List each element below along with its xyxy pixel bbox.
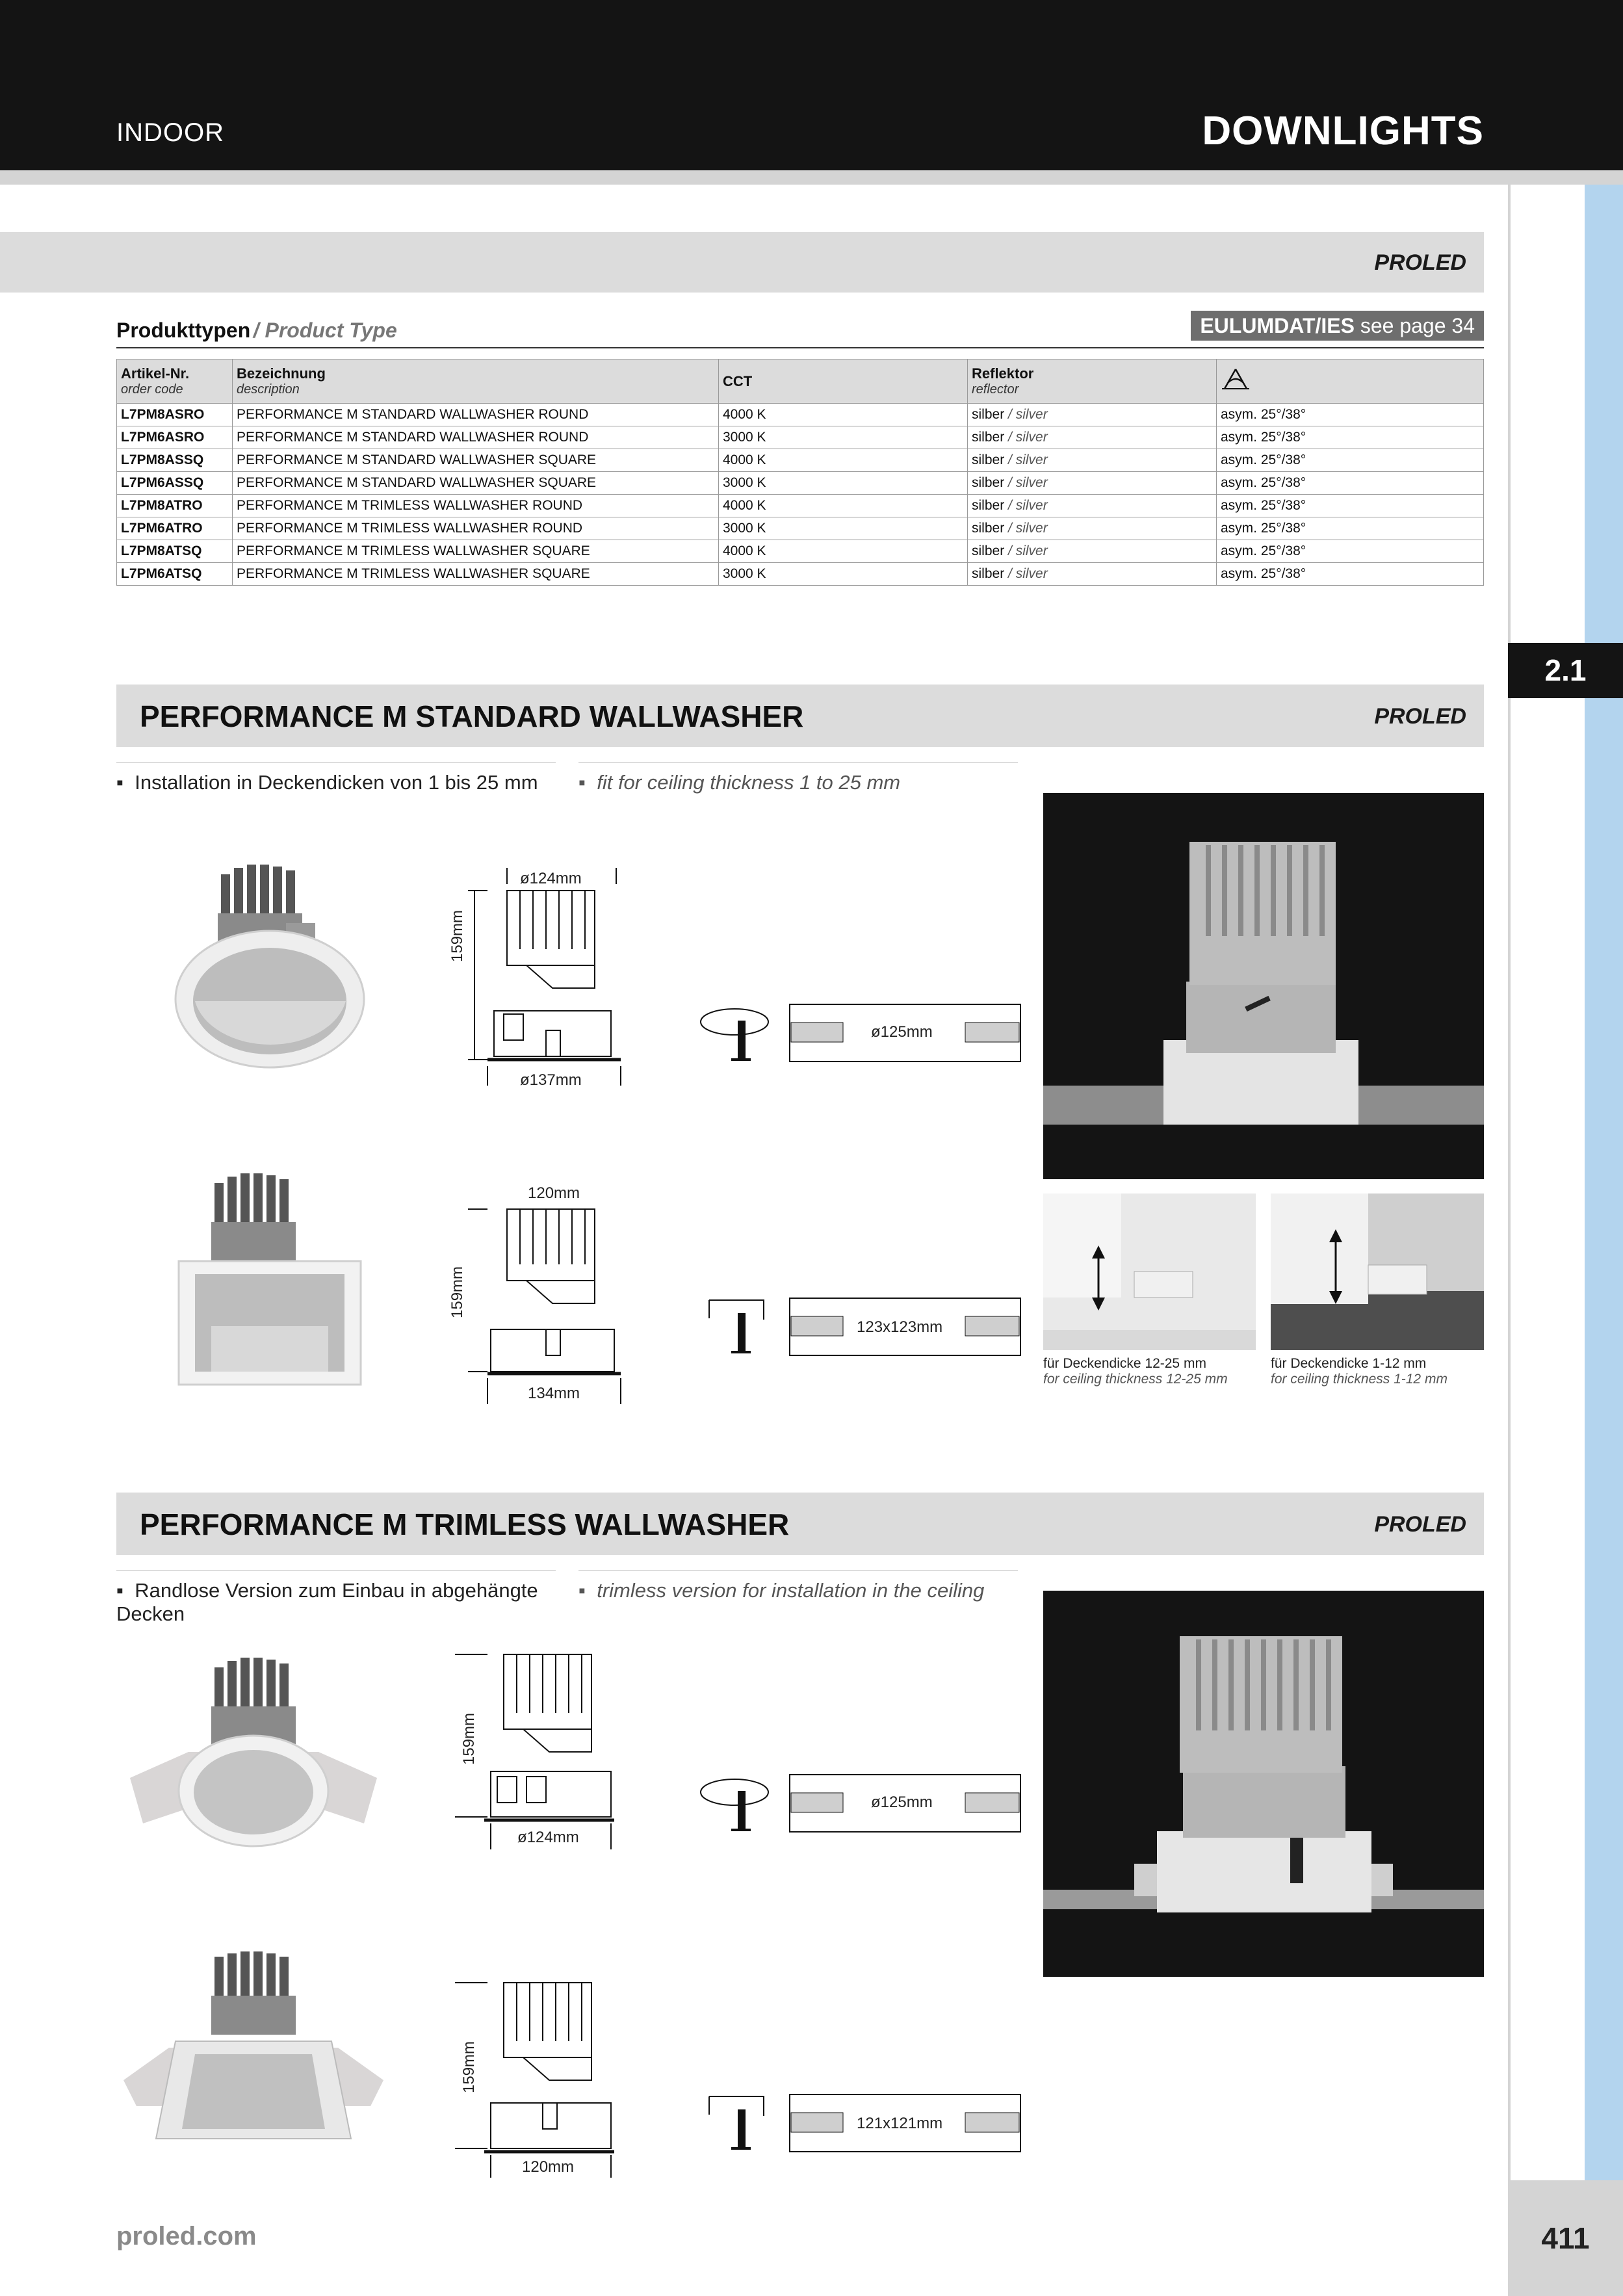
cct-cell: 3000 K (719, 472, 968, 495)
section-trimless-title: PERFORMANCE M TRIMLESS WALLWASHER (140, 1507, 790, 1541)
col-order-code: Artikel-Nr. order code (117, 359, 233, 404)
standard-square-render (166, 1170, 374, 1391)
beam-angle-cell: asym. 25°/38° (1217, 495, 1484, 517)
standard-product-photo (1043, 793, 1484, 1179)
product-table (116, 359, 1484, 586)
std-round-height-dim: 159mm (448, 909, 466, 962)
standard-round-drawing (448, 865, 643, 1092)
description-cell: PERFORMANCE M STANDARD WALLWASHER SQUARE (233, 449, 719, 472)
trim-round-bottom-dim: ø124mm (517, 1829, 579, 1846)
trim-square-height-dim: 159mm (460, 2041, 478, 2093)
description-cell: PERFORMANCE M TRIMLESS WALLWASHER SQUARE (233, 540, 719, 563)
cct-cell: 3000 K (719, 563, 968, 586)
beam-angle-cell: asym. 25°/38° (1217, 472, 1484, 495)
chapter-color-strip (1585, 185, 1623, 2180)
chapter-tab[interactable]: 2.1 (1508, 643, 1623, 698)
reflector-cell: silber / silver (968, 426, 1217, 449)
trim-round-cutout-dim: ø125mm (871, 1794, 933, 1811)
std-round-top-dim: ø124mm (520, 870, 582, 887)
beam-angle-cell: asym. 25°/38° (1217, 540, 1484, 563)
table-row (117, 449, 1484, 472)
reflector-cell: silber / silver (968, 495, 1217, 517)
standard-bullet-de: ▪ Installation in Deckendicken von 1 bis 25 mm (116, 762, 556, 794)
table-row (117, 517, 1484, 540)
beam-angle-cell: asym. 25°/38° (1217, 404, 1484, 426)
standard-round-cutout (699, 1001, 1024, 1073)
code-cell: L7PM8ASSQ (117, 449, 233, 472)
proled-logo: PROLED (1374, 250, 1466, 275)
table-row (117, 540, 1484, 563)
proled-logo: PROLED (1374, 1512, 1466, 1537)
detail-photo-left (1043, 1194, 1256, 1350)
description-cell: PERFORMANCE M TRIMLESS WALLWASHER ROUND (233, 517, 719, 540)
std-round-cutout-dim: ø125mm (871, 1023, 933, 1041)
trimless-photo-illustration (1043, 1591, 1484, 1977)
trimless-round-cutout (699, 1771, 1024, 1843)
std-square-bottom-dim: 134mm (528, 1385, 580, 1402)
section-standard-header (116, 685, 1484, 747)
detail-right-caption: für Deckendicke 1-12 mm for ceiling thickness 1-12 mm (1271, 1356, 1448, 1387)
std-square-top-dim: 120mm (528, 1184, 580, 1202)
reflector-cell: silber / silver (968, 540, 1217, 563)
trimless-square-render (117, 1950, 390, 2158)
beam-angle-cell: asym. 25°/38° (1217, 449, 1484, 472)
beam-angle-icon (1221, 367, 1251, 393)
trim-round-height-dim: 159mm (460, 1712, 478, 1765)
cct-cell: 4000 K (719, 495, 968, 517)
description-cell: PERFORMANCE M TRIMLESS WALLWASHER ROUND (233, 495, 719, 517)
std-round-bottom-dim: ø137mm (520, 1071, 582, 1089)
cct-cell: 3000 K (719, 426, 968, 449)
std-square-height-dim: 159mm (448, 1266, 466, 1318)
col-cct: CCT (719, 359, 968, 404)
section-standard-title: PERFORMANCE M STANDARD WALLWASHER (140, 699, 804, 733)
standard-round-render (162, 861, 383, 1076)
trim-square-cutout-dim: 121x121mm (857, 2115, 943, 2132)
trimless-bullet-de: ▪ Randlose Version zum Einbau in abgehängte Decken (116, 1570, 556, 1626)
page-title: DOWNLIGHTS (1202, 109, 1484, 153)
cct-cell: 4000 K (719, 540, 968, 563)
col-reflector: Reflektor reflector (968, 359, 1217, 404)
category-label: INDOOR (116, 118, 224, 147)
detail-photo-right (1271, 1194, 1484, 1350)
product-type-title-en: / Product Type (253, 319, 397, 342)
brand-bar (0, 232, 1484, 293)
description-cell: PERFORMANCE M STANDARD WALLWASHER ROUND (233, 426, 719, 449)
reflector-cell: silber / silver (968, 449, 1217, 472)
table-row (117, 426, 1484, 449)
header-underline (0, 170, 1623, 185)
detail-left-caption: für Deckendicke 12-25 mm for ceiling thickness 12-25 mm (1043, 1356, 1228, 1387)
table-row (117, 472, 1484, 495)
code-cell: L7PM6ATSQ (117, 563, 233, 586)
chapter-sidebar (1508, 185, 1623, 2296)
cct-cell: 4000 K (719, 404, 968, 426)
beam-angle-cell: asym. 25°/38° (1217, 563, 1484, 586)
trim-square-bottom-dim: 120mm (522, 2158, 575, 2176)
description-cell: PERFORMANCE M STANDARD WALLWASHER ROUND (233, 404, 719, 426)
detail-right-illustration (1271, 1194, 1484, 1350)
description-cell: PERFORMANCE M TRIMLESS WALLWASHER SQUARE (233, 563, 719, 586)
code-cell: L7PM6ATRO (117, 517, 233, 540)
detail-left-illustration (1043, 1194, 1256, 1350)
table-row (117, 404, 1484, 426)
section-trimless-header (116, 1493, 1484, 1555)
code-cell: L7PM8ATRO (117, 495, 233, 517)
eulumdat-page: see page 34 (1360, 314, 1475, 337)
product-type-heading (116, 314, 1484, 348)
reflector-cell: silber / silver (968, 404, 1217, 426)
trimless-round-render (117, 1654, 390, 1869)
table-row (117, 563, 1484, 586)
col-beam-angle (1217, 359, 1484, 404)
description-cell: PERFORMANCE M STANDARD WALLWASHER SQUARE (233, 472, 719, 495)
std-square-cutout-dim: 123x123mm (857, 1318, 943, 1336)
beam-angle-cell: asym. 25°/38° (1217, 426, 1484, 449)
eulumdat-badge[interactable] (1191, 311, 1484, 341)
product-type-title: Produkttypen (116, 319, 251, 342)
standard-bullet-en: ▪ fit for ceiling thickness 1 to 25 mm (578, 762, 1018, 794)
code-cell: L7PM8ASRO (117, 404, 233, 426)
standard-photo-illustration (1043, 793, 1484, 1179)
footer-url[interactable]: proled.com (116, 2222, 257, 2250)
reflector-cell: silber / silver (968, 563, 1217, 586)
trimless-product-photo (1043, 1591, 1484, 1977)
beam-angle-cell: asym. 25°/38° (1217, 517, 1484, 540)
proled-logo: PROLED (1374, 704, 1466, 729)
sidebar-divider (1508, 185, 1511, 2180)
reflector-cell: silber / silver (968, 472, 1217, 495)
code-cell: L7PM6ASRO (117, 426, 233, 449)
page-number: 411 (1508, 2180, 1623, 2296)
col-description: Bezeichnung description (233, 359, 719, 404)
eulumdat-label: EULUMDAT/IES (1200, 314, 1355, 337)
cct-cell: 3000 K (719, 517, 968, 540)
trimless-bullet-en: ▪ trimless version for installation in the ceiling (578, 1570, 1018, 1602)
standard-square-drawing (448, 1177, 643, 1411)
code-cell: L7PM6ASSQ (117, 472, 233, 495)
page-header (0, 0, 1623, 170)
code-cell: L7PM8ATSQ (117, 540, 233, 563)
reflector-cell: silber / silver (968, 517, 1217, 540)
cct-cell: 4000 K (719, 449, 968, 472)
table-row (117, 495, 1484, 517)
